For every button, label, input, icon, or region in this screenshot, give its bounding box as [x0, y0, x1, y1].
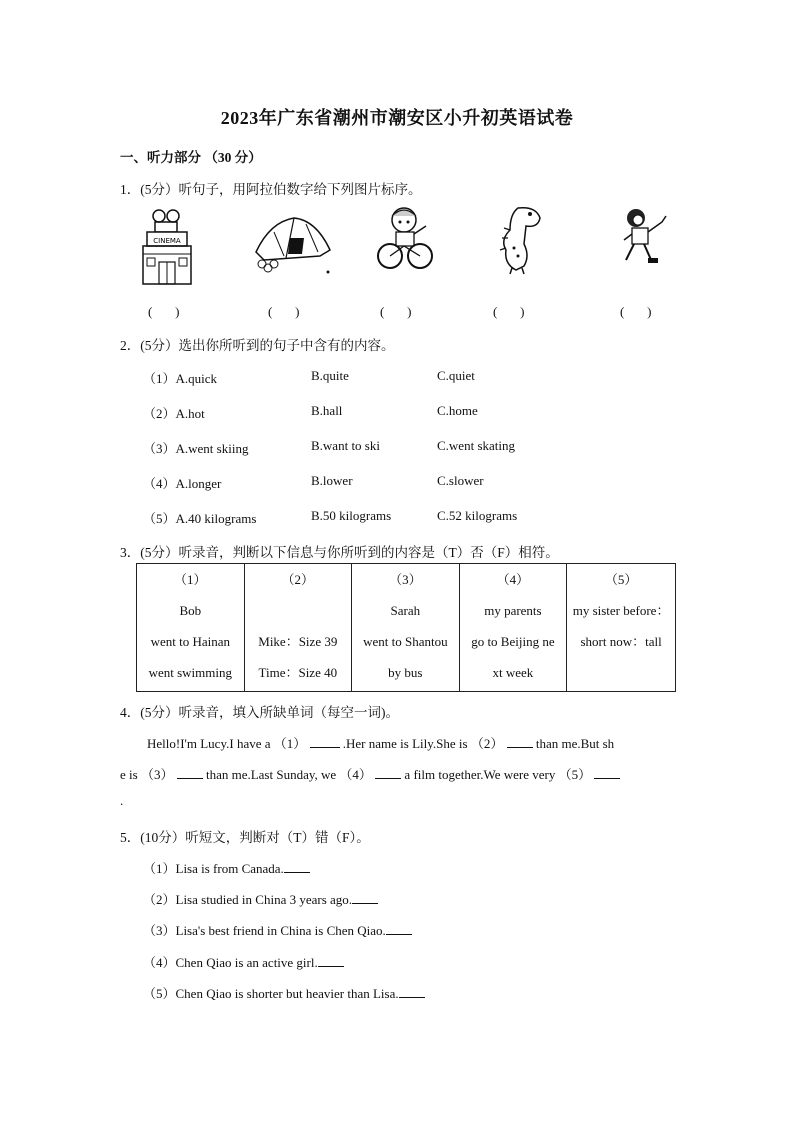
q3-col3-number: （3） [389, 572, 422, 587]
q2-stem: 2．(5分）选出你所听到的句子中含有的内容。 [120, 338, 395, 353]
q5-blank-3[interactable] [386, 922, 412, 935]
q3-col4-line2: go to Beijing ne [471, 634, 555, 649]
section-listening-heading: 一、听力部分 （30 分） [120, 150, 262, 165]
q1-answer-paren-5[interactable]: ( ) [620, 304, 652, 319]
q5-item-2-text: （2）Lisa studied in China 3 years ago. [143, 892, 353, 907]
q3-col4-line1: my parents [484, 603, 542, 618]
q1-answer-paren-2[interactable]: ( ) [268, 304, 300, 319]
q1-stem: 1．(5分）听句子，用阿拉伯数字给下列图片标序。 [120, 182, 422, 197]
q4-text-part6: a film together.We were very （5） [404, 767, 592, 782]
q3-column-2 [244, 564, 351, 692]
q3-column-1 [137, 564, 245, 692]
q3-col5-number: （5） [604, 572, 638, 587]
q3-col2-number: （2） [281, 572, 315, 587]
q5-item-2 [143, 889, 378, 908]
q4-text-part3: than me.But sh [535, 736, 615, 751]
q3-col1-line1: Bob [179, 603, 202, 618]
q2-option-5a[interactable]: （5）A.40 kilograms [143, 511, 257, 526]
q4-text-part2: .Her name is Lily.She is （2） [342, 736, 504, 751]
exam-title: 2023年广东省潮州市潮安区小升初英语试卷 [220, 108, 574, 128]
boy-riding-bike-icon [376, 206, 436, 276]
q2-option-3b[interactable]: B.want to ski [311, 438, 380, 453]
q5-item-4-text: （4）Chen Qiao is an active girl. [143, 955, 318, 970]
q4-blank-4[interactable] [375, 766, 401, 779]
q4-blank-3[interactable] [177, 766, 203, 779]
q5-stem: 5．(10分）听短文，判断对（T）错（F）。 [120, 830, 370, 845]
q3-col4-number: （4） [496, 572, 530, 587]
q4-blank-2[interactable] [507, 735, 533, 748]
tent-icon [250, 212, 310, 282]
q2-option-2b[interactable]: B.hall [311, 403, 343, 418]
q1-answer-paren-3[interactable]: ( ) [380, 304, 412, 319]
q2-option-3a[interactable]: （3）A.went skiing [143, 441, 249, 456]
cinema-sign-text: CINEMA [153, 237, 181, 245]
q3-col2-line3: Time：Size 40 [258, 665, 338, 680]
q5-item-5 [143, 983, 425, 1002]
q3-col3-line2: went to Shantou [363, 634, 448, 649]
q2-option-4a[interactable]: （4）A.longer [143, 476, 222, 491]
q4-passage-line1 [147, 733, 677, 752]
q4-blank-1[interactable] [310, 735, 340, 748]
q5-item-3 [143, 920, 412, 939]
q2-option-2a[interactable]: （2）A.hot [143, 406, 205, 421]
q3-col4-line3: xt week [492, 665, 534, 680]
q5-item-4 [143, 952, 344, 971]
q3-col5-line2: short now：tall [580, 634, 662, 649]
q3-stem: 3．(5分）听录音，判断以下信息与你所听到的内容是（T）否（F）相符。 [120, 545, 559, 560]
q4-stem: 4．(5分）听录音，填入所缺单词（每空一词)。 [120, 705, 399, 720]
q3-col1-number: （1） [174, 572, 207, 587]
q3-col5-line1: my sister before： [572, 603, 670, 618]
q4-period: . [120, 793, 124, 808]
q2-option-5c[interactable]: C.52 kilograms [437, 508, 518, 523]
q2-option-3c[interactable]: C.went skating [437, 438, 515, 453]
q2-option-1a[interactable]: （1）A.quick [143, 371, 218, 386]
q4-text-part4: e is （3） [120, 767, 174, 782]
q2-option-1b[interactable]: B.quite [311, 368, 349, 383]
q3-col5-line3 [567, 657, 675, 688]
running-girl-icon [620, 206, 680, 276]
q3-column-4 [459, 564, 567, 692]
q3-col2-line2: Mike：Size 39 [258, 634, 338, 649]
q2-option-4c[interactable]: C.slower [437, 473, 484, 488]
q2-option-5b[interactable]: B.50 kilograms [311, 508, 392, 523]
cinema-building-icon [137, 206, 197, 276]
q4-text-part5: than me.Last Sunday, we （4） [205, 767, 372, 782]
dinosaur-icon [496, 204, 556, 274]
q3-col3-line1: Sarah [390, 603, 421, 618]
q3-column-3 [352, 564, 460, 692]
q3-info-table [136, 563, 676, 692]
q5-blank-2[interactable] [352, 891, 378, 904]
q5-blank-1[interactable] [284, 860, 310, 873]
q3-col2-line1 [245, 595, 351, 626]
q3-col1-line2: went to Hainan [150, 634, 230, 649]
q4-text-part1: Hello!I'm Lucy.I have a （1） [147, 736, 307, 751]
q5-item-5-text: （5）Chen Qiao is shorter but heavier than Lisa. [143, 986, 399, 1001]
q5-item-1 [143, 858, 310, 877]
q5-blank-4[interactable] [318, 954, 344, 967]
q3-column-5 [567, 564, 676, 692]
q4-blank-5[interactable] [594, 766, 620, 779]
q5-blank-5[interactable] [399, 985, 425, 998]
q5-item-1-text: （1）Lisa is from Canada. [143, 861, 284, 876]
q1-answer-paren-4[interactable]: ( ) [493, 304, 525, 319]
q2-option-1c[interactable]: C.quiet [437, 368, 475, 383]
q1-answer-paren-1[interactable]: ( ) [148, 304, 180, 319]
q5-item-3-text: （3）Lisa's best friend in China is Chen Qiao. [143, 923, 386, 938]
q4-passage-line2 [120, 764, 680, 783]
q3-col1-line3: went swimming [148, 665, 232, 680]
q2-option-2c[interactable]: C.home [437, 403, 478, 418]
q3-col3-line3: by bus [388, 665, 423, 680]
q2-option-4b[interactable]: B.lower [311, 473, 353, 488]
